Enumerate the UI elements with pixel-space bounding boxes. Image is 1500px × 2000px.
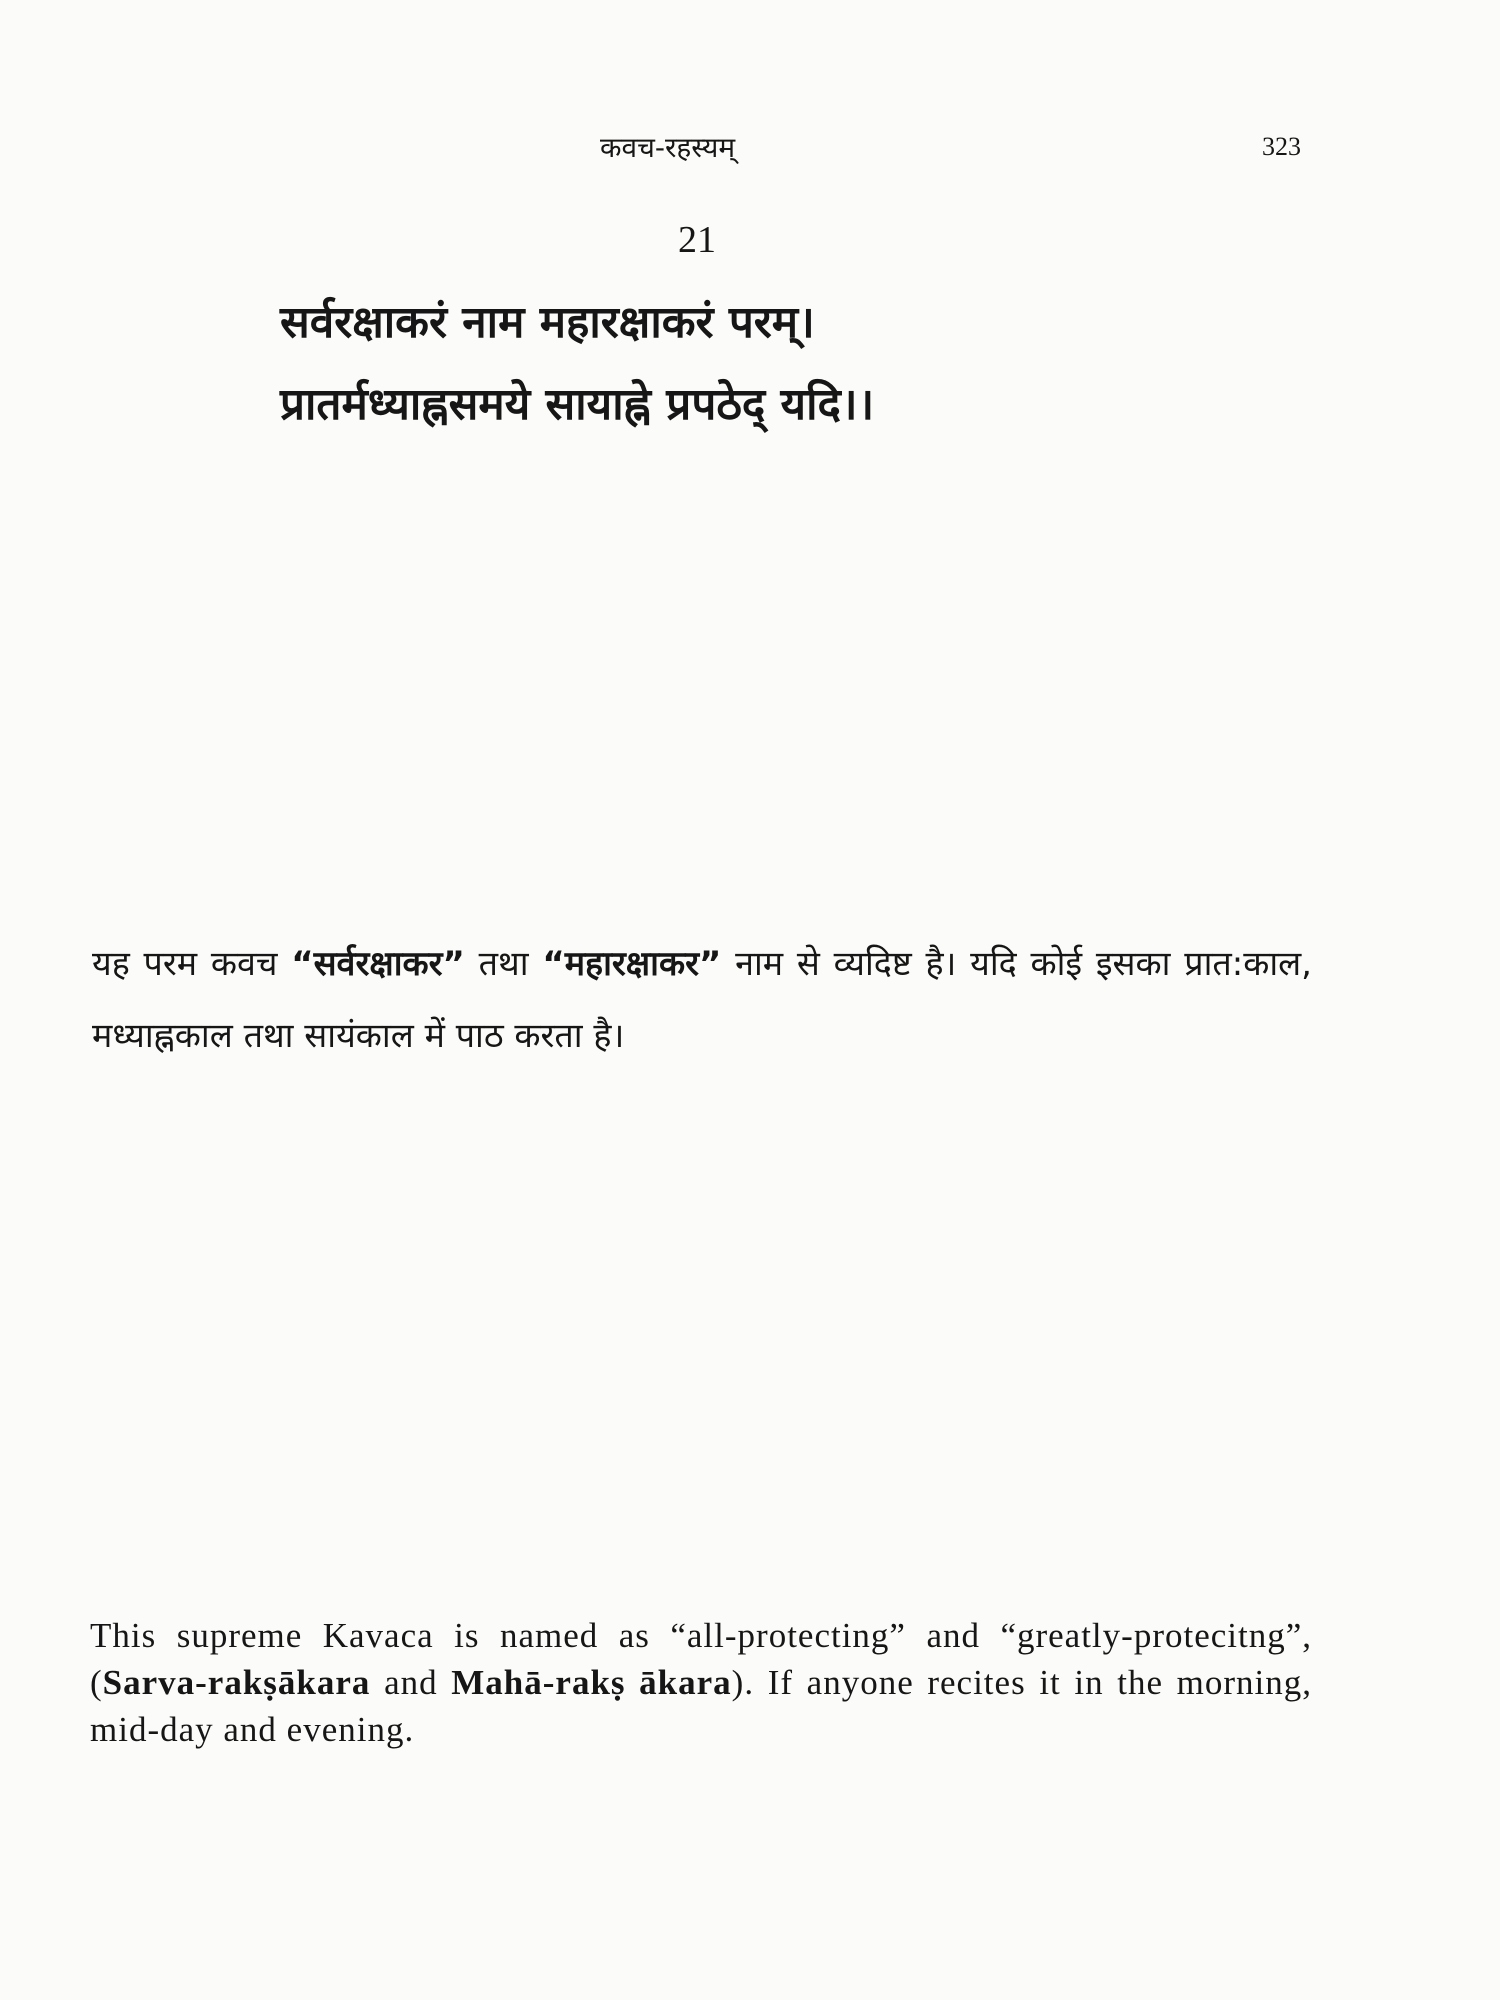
english-term-maha-rakshakara: Mahā-rakṣ ākara <box>451 1663 732 1702</box>
page-number: 323 <box>1262 132 1301 161</box>
hindi-text-1: यह परम कवच <box>92 944 292 984</box>
verse-number: 21 <box>678 219 716 261</box>
english-text-2: and <box>370 1663 452 1702</box>
english-term-sarva-rakshakara: Sarva-rakṣākara <box>102 1663 371 1702</box>
sanskrit-verse <box>280 282 1180 446</box>
hindi-term-maharakshakar: “महारक्षाकर” <box>542 944 722 984</box>
header-title: कवच-रहस्यम् <box>600 131 736 164</box>
verse-line-2: प्रातर्मध्याह्नसमये सायाह्ने प्रपठेद् यदि।। <box>280 379 875 430</box>
english-text-3: ). If anyone recites it in the morning, mid-day and evening. <box>90 1663 1312 1749</box>
hindi-term-sarvarakshakar: “सर्वरक्षाकर” <box>291 944 465 984</box>
english-text-1: This supreme Kavaca is named as “all-protecting” and “greatly-protecitng”, ( <box>90 1616 1312 1702</box>
english-translation <box>90 1612 1312 1753</box>
hindi-text-2: तथा <box>464 944 543 984</box>
hindi-translation <box>92 928 1312 1072</box>
verse-line-1: सर्वरक्षाकरं नाम महारक्षाकरं परम्। <box>280 297 815 348</box>
hindi-text-3: नाम से व्यदिष्ट है। यदि कोई इसका प्रात:काल, मध्याह्नकाल तथा सायंकाल में पाठ करता है। <box>92 944 1312 1056</box>
